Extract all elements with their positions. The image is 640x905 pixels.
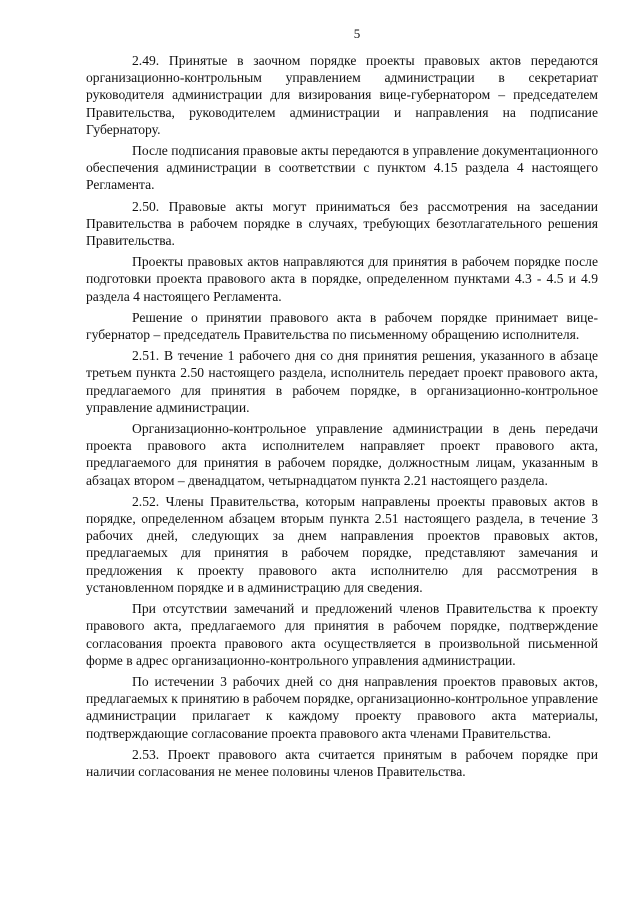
paragraph-decision: Решение о принятии правового акта в рабочем порядке принимает вице-губернатор – председатель Правительства по письменному обращению исполнителя. bbox=[86, 309, 598, 343]
paragraph-after-signing: После подписания правовые акты передаются в управление документационного обеспечения администрации в соответствии с пунктом 4.15 раздела 4 настоящего Регламента. bbox=[86, 143, 598, 193]
paragraph-2-53: 2.53. Проект правового акта считается принятым в рабочем порядке при наличии согласования не менее половины членов Правительства. bbox=[86, 746, 598, 779]
page-number: 5 bbox=[353, 26, 361, 41]
paragraph-2-51: 2.51. В течение 1 рабочего дня со дня принятия решения, указанного в абзаце третьем пункта 2.50 настоящего раздела, исполнитель передает проект правового акта, предлагаемого для принятия в рабочем порядке, в организационно-контрольное управление администрации. bbox=[86, 348, 598, 415]
paragraph-after-3-days: По истечении 3 рабочих дней со дня направления проектов правовых актов, предлагаемых к принятию в рабочем порядке, организационно-контрольное управление администрации прилагает к каждому проекту правового акта материалы, подтверждающие согласование проекта правового акта членами Правительства. bbox=[86, 673, 598, 741]
paragraph-2-50: 2.50. Правовые акты могут приниматься без рассмотрения на заседании Правительства в рабочем порядке в случаях, требующих безотлагательного решения Правительства. bbox=[86, 198, 598, 249]
paragraph-no-remarks: При отсутствии замечаний и предложений членов Правительства к проекту правового акта, предлагаемого для принятия в рабочем порядке, подтверждение согласования проекта правового акта осуществляется в произвольной письменной форме в адрес организационно-контрольного управления администрации. bbox=[86, 601, 598, 668]
paragraph-projects-directed: Проекты правовых актов направляются для принятия в рабочем порядке после подготовки проекта правового акта в порядке, определенном пунктами 4.3 - 4.5 и 4.9 раздела 4 настоящего Регламента. bbox=[86, 254, 598, 304]
paragraph-control-department: Организационно-контрольное управление администрации в день передачи проекта правового акта исполнителем направляет проект правового акта, предлагаемого для принятия в рабочем порядке, должностным лицам, указанным в абзацах втором – двенадцатом, четырнадцатом пункта 2.21 настоящего раздела. bbox=[86, 421, 598, 488]
paragraph-2-49: 2.49. Принятые в заочном порядке проекты правовых актов передаются организационно-контрольным управлением администрации в секретариат руководителя администрации для визирования вице-губернатором – председателем Правительства, руководителем администрации и направления на подписание Губернатору. bbox=[86, 53, 598, 137]
paragraph-2-52: 2.52. Члены Правительства, которым направлены проекты правовых актов в порядке, определенном абзацем вторым пункта 2.51 настоящего раздела, в течение 3 рабочих дней, следующих за днем направления проектов правовых актов, предлагаемых для принятия в рабочем порядке, представляют замечания и предложения к проекту правового акта исполнителю для рассмотрения в установленном порядке и в администрацию для сведения. bbox=[86, 493, 598, 595]
